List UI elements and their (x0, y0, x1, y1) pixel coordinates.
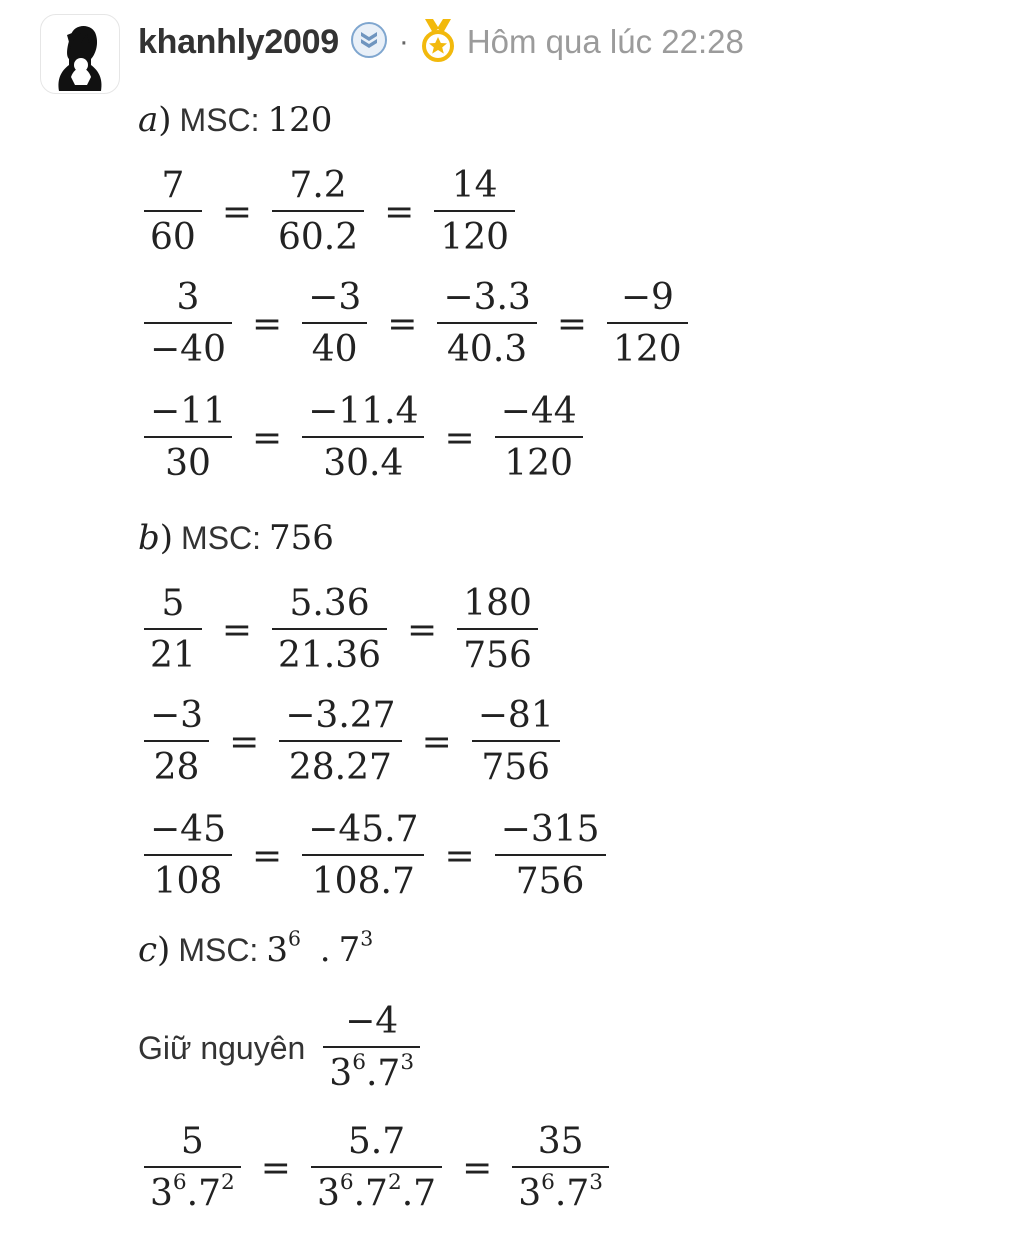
part-c-paren: ) (157, 930, 171, 970)
gold-medal-icon (419, 17, 457, 68)
fraction (144, 809, 232, 902)
denominator: 756 (463, 635, 532, 676)
fraction (272, 583, 387, 676)
numerator: 180 (463, 583, 532, 624)
fraction (457, 583, 538, 676)
denominator: 21 (150, 635, 196, 676)
part-b-msc-label: MSC: (181, 519, 262, 556)
numerator: −44 (500, 391, 577, 432)
part-a-msc-value: 120 (267, 100, 333, 140)
part-c-msc-label: MSC: (178, 931, 259, 968)
separator-dot: · (398, 25, 409, 58)
numerator: −81 (477, 695, 554, 736)
equals-sign: = (421, 721, 452, 763)
equals-sign: = (251, 303, 283, 345)
denominator: $3^6.7^3$ (329, 1049, 415, 1094)
numerator: 3 (176, 277, 200, 318)
msc-exp-3: 3 (360, 926, 374, 951)
fraction (302, 277, 367, 370)
denominator: 60 (150, 217, 196, 258)
equation-c1 (138, 1121, 615, 1214)
numerator: −11.4 (308, 391, 419, 432)
keep-text: Giữ nguyên (138, 1029, 306, 1066)
fraction (323, 1001, 420, 1094)
denominator: 21.36 (277, 635, 382, 676)
equals-sign: = (444, 417, 475, 459)
part-b-paren: ) (159, 518, 174, 558)
numerator: 5.36 (289, 583, 370, 624)
equals-sign: = (221, 609, 252, 651)
fraction (512, 1121, 609, 1214)
denominator: 120 (613, 329, 682, 370)
numerator: 5 (180, 1121, 204, 1162)
part-c-msc-value (266, 926, 374, 970)
part-a-paren: ) (158, 100, 172, 140)
equals-sign: = (229, 721, 260, 763)
numerator: −11 (150, 391, 226, 432)
equals-sign: = (556, 303, 587, 345)
numerator: 7 (161, 165, 185, 206)
part-c-letter: c (138, 930, 158, 970)
fraction (607, 277, 688, 370)
equation-a1 (138, 165, 521, 258)
fraction (144, 165, 202, 258)
denominator: 756 (481, 747, 551, 788)
denominator: 28.27 (288, 747, 392, 788)
equals-sign: = (221, 191, 252, 233)
fraction (144, 583, 202, 676)
numerator: 35 (537, 1121, 584, 1162)
denominator: 120 (504, 443, 573, 484)
denominator: 30.4 (323, 443, 404, 484)
equation-b2 (138, 695, 566, 788)
equation-a3 (138, 391, 589, 484)
denominator: 40.3 (447, 329, 528, 370)
equals-sign: = (384, 191, 415, 233)
denominator: 108 (153, 861, 223, 902)
part-c-heading (138, 926, 374, 970)
msc-base-7: 7 (338, 930, 361, 970)
numerator: −9 (620, 277, 674, 318)
denominator: 60.2 (277, 217, 359, 258)
avatar-image (41, 15, 119, 93)
rank-badge-icon (349, 20, 389, 65)
numerator: 14 (451, 165, 498, 206)
numerator: −45 (150, 809, 226, 850)
fraction (279, 695, 401, 788)
keep-fraction-line (138, 1001, 426, 1094)
username-link[interactable]: khanhly2009 (138, 22, 339, 61)
numerator: −3 (308, 277, 362, 318)
fraction (144, 391, 232, 484)
equals-sign: = (251, 835, 283, 877)
part-a-msc-label: MSC: (179, 101, 260, 138)
user-avatar[interactable] (40, 14, 120, 94)
numerator: 5.7 (347, 1121, 406, 1162)
part-b-letter: b (138, 518, 160, 558)
denominator: $3^6.7^2$ (150, 1169, 235, 1214)
fraction (144, 277, 232, 370)
equals-sign: = (387, 303, 418, 345)
fraction (302, 809, 424, 902)
equals-sign: = (444, 835, 475, 877)
equation-b3 (138, 809, 612, 902)
denominator: −40 (150, 329, 226, 370)
denominator: 108.7 (311, 861, 415, 902)
equals-sign: = (251, 417, 283, 459)
numerator: 7.2 (289, 165, 347, 206)
fraction (437, 277, 536, 370)
post-header (138, 18, 744, 66)
part-b-heading (138, 518, 334, 558)
equation-a2 (138, 277, 694, 370)
numerator: −3 (150, 695, 204, 736)
post-timestamp: Hôm qua lúc 22:28 (466, 23, 744, 60)
fraction (302, 391, 424, 484)
numerator: −45.7 (308, 809, 419, 850)
numerator: −3.3 (443, 277, 531, 318)
fraction (311, 1121, 442, 1214)
fraction (495, 809, 606, 902)
denominator: 40 (311, 329, 358, 370)
equals-sign: = (407, 609, 438, 651)
denominator: 120 (440, 217, 510, 258)
numerator: −4 (345, 1001, 399, 1042)
fraction (434, 165, 515, 258)
equals-sign: = (260, 1147, 291, 1189)
denominator: 756 (515, 861, 585, 902)
numerator: 5 (161, 583, 185, 624)
fraction (272, 165, 364, 258)
msc-dot: . (319, 930, 331, 970)
part-b-msc-value: 756 (269, 518, 334, 558)
equation-b1 (138, 583, 544, 676)
denominator: 30 (165, 443, 211, 484)
fraction (144, 1121, 241, 1214)
numerator: −315 (500, 809, 600, 850)
denominator: $3^6.7^2.7$ (316, 1169, 437, 1214)
fraction (495, 391, 583, 484)
denominator: 28 (153, 747, 200, 788)
numerator: −3.27 (285, 695, 396, 736)
fraction (472, 695, 560, 788)
denominator: $3^6.7^3$ (518, 1169, 603, 1214)
fraction (144, 695, 209, 788)
part-a-letter: a (138, 100, 159, 140)
msc-exp-6: 6 (287, 926, 301, 951)
equals-sign: = (462, 1147, 493, 1189)
msc-base-3: 3 (266, 930, 288, 970)
part-a-heading (138, 100, 332, 140)
